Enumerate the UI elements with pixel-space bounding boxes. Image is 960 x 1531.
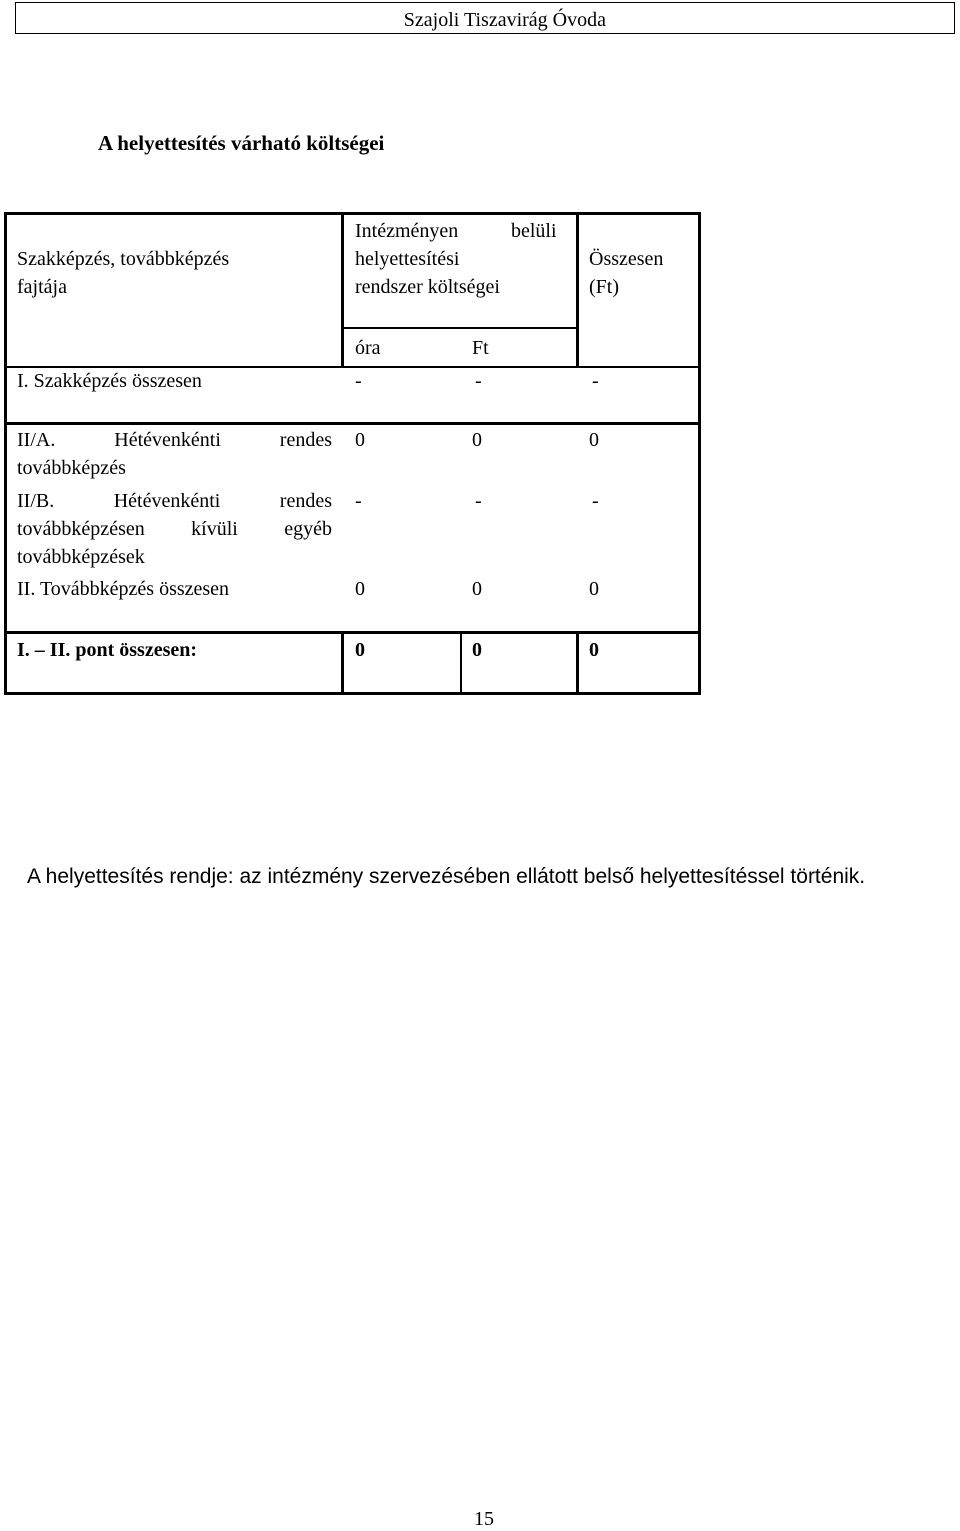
row-iia-ft: 0 xyxy=(472,429,482,451)
row-iia-label-line2: továbbképzés xyxy=(17,457,126,479)
col2-header-word2: belüli xyxy=(511,220,557,242)
subheader-ora: óra xyxy=(355,337,381,359)
row-tovabbkepzes-total-ft: 0 xyxy=(472,578,482,600)
table-border-right xyxy=(698,212,701,695)
col-divider-ora-ft xyxy=(460,631,462,695)
row-tovabbkepzes-total-osszesen: 0 xyxy=(589,578,599,600)
row-grand-total-ft: 0 xyxy=(472,639,482,661)
col2-header-line2: helyettesítési xyxy=(355,248,460,270)
col1-header-line1: Szakképzés, továbbképzés xyxy=(17,248,230,270)
subheader-divider xyxy=(341,327,579,329)
col-divider-1-total xyxy=(341,631,344,695)
subheader-ft: Ft xyxy=(472,337,489,359)
col2-header-line3: rendszer költségei xyxy=(355,276,500,298)
row-iib-label-line3: továbbképzések xyxy=(17,546,145,568)
row-iib-label-line2: továbbképzésen kívüli egyéb xyxy=(17,518,332,540)
page-header xyxy=(15,2,955,34)
col3-header-line2: (Ft) xyxy=(589,276,619,298)
col-divider-2-total xyxy=(576,631,579,695)
row-szakkepzes-osszesen: - xyxy=(592,370,599,392)
table-border-bottom xyxy=(4,692,701,695)
row-szakkepzes-ft: - xyxy=(475,370,482,392)
row-iib-ft: - xyxy=(475,490,482,512)
divider-totals xyxy=(4,631,701,634)
substitution-note: A helyettesítés rendje: az intézmény szervezésében ellátott belső helyettesítéssel történik. xyxy=(27,865,866,888)
row-iib-ora: - xyxy=(355,490,362,512)
col-divider-2 xyxy=(576,212,579,367)
page-number: 15 xyxy=(474,1508,494,1530)
row-iib-label-line1: II/B. Hétévenkénti rendes xyxy=(17,490,332,512)
divider-szakkepzes xyxy=(4,422,701,425)
row-grand-total-osszesen: 0 xyxy=(589,639,599,661)
page-title: A helyettesítés várható költségei xyxy=(98,131,385,155)
row-szakkepzes-ora: - xyxy=(355,370,362,392)
row-iia-osszesen: 0 xyxy=(589,429,599,451)
row-tovabbkepzes-total-label: II. Továbbképzés összesen xyxy=(17,578,230,600)
row-grand-total-label: I. – II. pont összesen: xyxy=(17,639,198,661)
col-divider-1 xyxy=(341,212,344,367)
row-szakkepzes-label: I. Szakképzés összesen xyxy=(17,370,202,392)
institution-name: Szajoli Tiszavirág Óvoda xyxy=(403,9,606,31)
row-iia-ora: 0 xyxy=(355,429,365,451)
col1-header-line2: fajtája xyxy=(17,276,67,298)
row-tovabbkepzes-total-ora: 0 xyxy=(355,578,365,600)
row-iia-label-line1: II/A. Hétévenkénti rendes xyxy=(17,429,332,451)
table-border-top xyxy=(4,212,701,215)
table-border-left xyxy=(4,212,7,695)
row-iib-osszesen: - xyxy=(592,490,599,512)
col3-header-line1: Összesen xyxy=(589,248,664,270)
col2-header-word1: Intézményen xyxy=(355,220,459,242)
row-grand-total-ora: 0 xyxy=(355,639,365,661)
